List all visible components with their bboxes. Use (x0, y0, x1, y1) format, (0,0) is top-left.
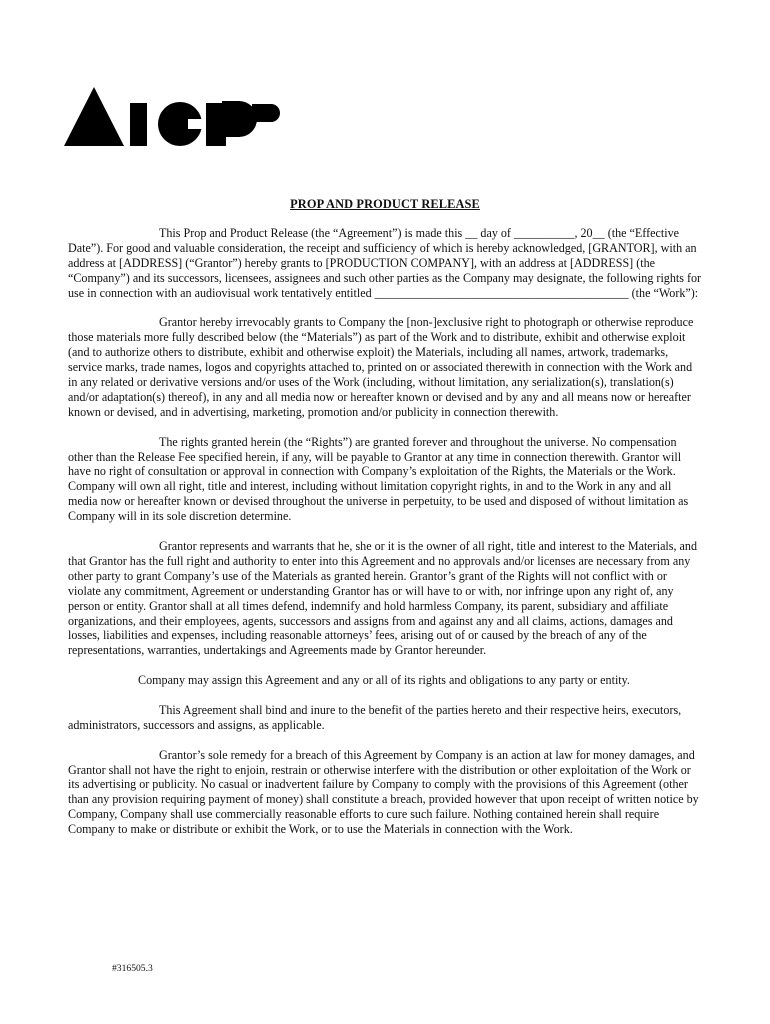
paragraph-grant: Grantor hereby irrevocably grants to Company the [non-]exclusive right to photograph or otherwise reproduce those materials more fully described below (the “Materials”) as part of the Work and to distribute, exhibit and otherwise exploit (and to authorize others to distribute, exhibit and otherwise exploit) the Materials, including all names, artwork, trademarks, service marks, trade names, logos and copyrights attached to, printed on or associated therewith in connection with the Work and in any related or derivative versions and/or uses of the Work (including, without limitation, any serialization(s), translation(s) and/or adaptation(s) thereof), in any and all media now or hereafter known or devised and by any and all means now or hereafter known or devised, and in advertising, marketing, promotion and/or publicity in connection therewith. (68, 315, 694, 419)
paragraph-assignment: Company may assign this Agreement and any or all of its rights and obligations to any party or entity. (138, 673, 630, 688)
paragraph-remedy: Grantor’s sole remedy for a breach of this Agreement by Company is an action at law for money damages, and Grantor shall not have the right to enjoin, restrain or otherwise interfere with the distribution or other exploitation of the Work or its advertising or publicity. No casual or inadvertent failure by Company to comply with the provisions of this Agreement (other than any provision requiring payment of money) shall constitute a breach, provided however that upon receipt of written notice by Company, Company shall use commercially reasonable efforts to cure such failure. Nothing contained herein shall require Company to make or distribute or exhibit the Work, or to use the Materials in connection with the Work. (68, 747, 699, 837)
paragraph-binding: This Agreement shall bind and inure to the benefit of the parties hereto and their respective heirs, executors, administrators, successors and assigns, as applicable. (68, 702, 682, 732)
document-id: #316505.3 (112, 963, 153, 974)
document-title: PROP AND PRODUCT RELEASE (290, 197, 480, 211)
aicp-logo (64, 86, 282, 148)
paragraph-rights: The rights granted herein (the “Rights”) are granted forever and throughout the universe. No compensation other than the Release Fee specified herein, if any, will be payable to Grantor at any time in connection therewith. Grantor will have no right of consultation or approval in connection with Company’s exploitation of the Rights, the Materials or the Work. Company will own all right, title and interest, including without limitation copyright rights, in and to the Work in any and all media now or hereafter known or devised throughout the universe in perpetuity, to be used and disposed of without limitation as Company will in its sole discretion determine. (68, 434, 689, 524)
paragraph-representations: Grantor represents and warrants that he, she or it is the owner of all right, title and interest to the Materials, and that Grantor has the full right and authority to enter into this Agreement and no approvals and/or licenses are necessary from any other party to grant Company’s use of the Materials as granted herein. Grantor’s grant of the Rights will not conflict with or violate any commitment, Agreement or understanding Grantor has or will have to or with, nor infringe upon any right of, any person or entity. Grantor shall at all times defend, indemnify and hold harmless Company, its parent, subsidiary and affiliate organizations, and their employees, agents, successors and assigns from and against any and all claims, actions, damages and losses, liabilities and expenses, including reasonable attorneys’ fees, arising out of or caused by the breach of any of the representations, warranties, undertakings and Agreements made by Grantor hereunder. (68, 538, 698, 658)
document-body (68, 226, 702, 852)
paragraph-intro: This Prop and Product Release (the “Agreement”) is made this __ day of __________, 20__ (the “Effective Date”). For good and valuable consideration, the receipt and sufficiency of which is hereby acknowledged, [GRANTOR], with an address at [ADDRESS] (“Grantor”) hereby grants to [PRODUCTION COMPANY], with an address at [ADDRESS] (the “Company”) and its successors, licensees, assignees and such other parties as the Company may designate, the following rights for use in connection with an audiovisual work tentatively entitled __________________________________________ (the “Work”): (68, 226, 702, 300)
